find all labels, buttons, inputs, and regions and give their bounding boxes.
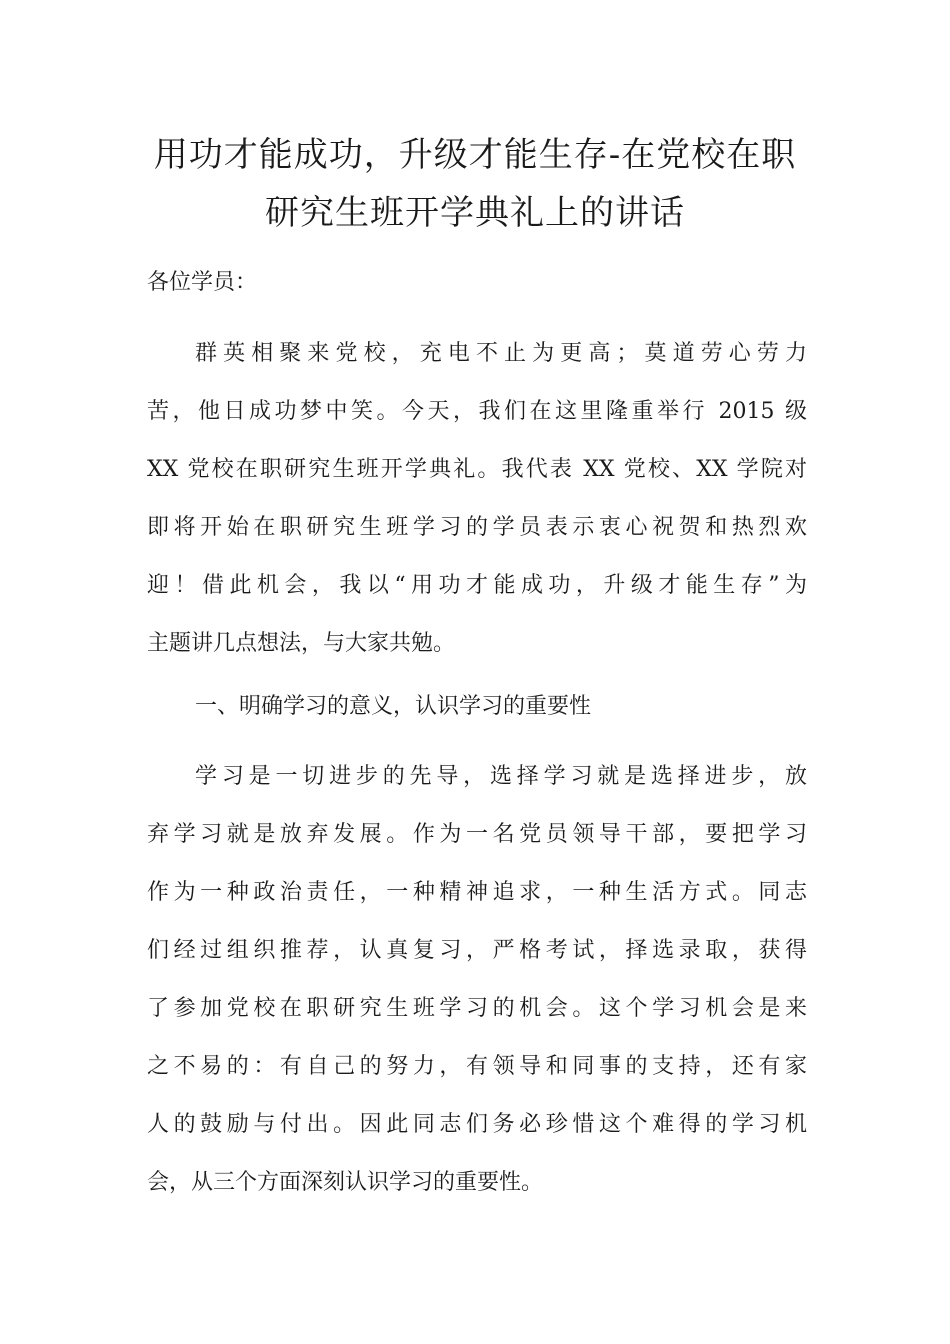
paragraph-1-line: 群英相聚来党校，充电不止为更高；莫道劳心劳力 [195, 341, 807, 366]
paragraph-2-line: 人的鼓励与付出。因此同志们务必珍惜这个难得的学习机 [147, 1112, 807, 1137]
paragraph-2-line: 们经过组织推荐，认真复习，严格考试，择选录取，获得 [147, 938, 807, 963]
paragraph-1-line: 即将开始在职研究生班学习的学员表示衷心祝贺和热烈欢 [147, 515, 807, 540]
paragraph-1-line: 主题讲几点想法，与大家共勉。 [147, 631, 456, 656]
paragraph-2-line: 弃学习就是放弃发展。作为一名党员领导干部，要把学习 [147, 822, 807, 847]
paragraph-1-line: 苦，他日成功梦中笑。今天，我们在这里隆重举行 2015 级 [147, 399, 807, 424]
section-heading: 一、明确学习的意义，认识学习的重要性 [195, 694, 592, 719]
salutation: 各位学员： [147, 270, 258, 295]
document-title-line-1: 用功才能成功，升级才能生存-在党校在职 [153, 135, 797, 175]
paragraph-2-line: 会，从三个方面深刻认识学习的重要性。 [147, 1170, 544, 1195]
paragraph-1-line: XX 党校在职研究生班开学典礼。我代表 XX 党校、XX 学院对 [147, 457, 807, 482]
paragraph-2-line: 作为一种政治责任，一种精神追求，一种生活方式。同志 [147, 880, 807, 905]
paragraph-2-line: 学习是一切进步的先导，选择学习就是选择进步，放 [195, 764, 807, 789]
paragraph-2-line: 了参加党校在职研究生班学习的机会。这个学习机会是来 [147, 996, 807, 1021]
document-title-line-2: 研究生班开学典礼上的讲话 [265, 193, 685, 233]
paragraph-2-line: 之不易的：有自己的努力，有领导和同事的支持，还有家 [147, 1054, 807, 1079]
paragraph-1-line: 迎！借此机会，我以“用功才能成功，升级才能生存”为 [147, 573, 807, 598]
